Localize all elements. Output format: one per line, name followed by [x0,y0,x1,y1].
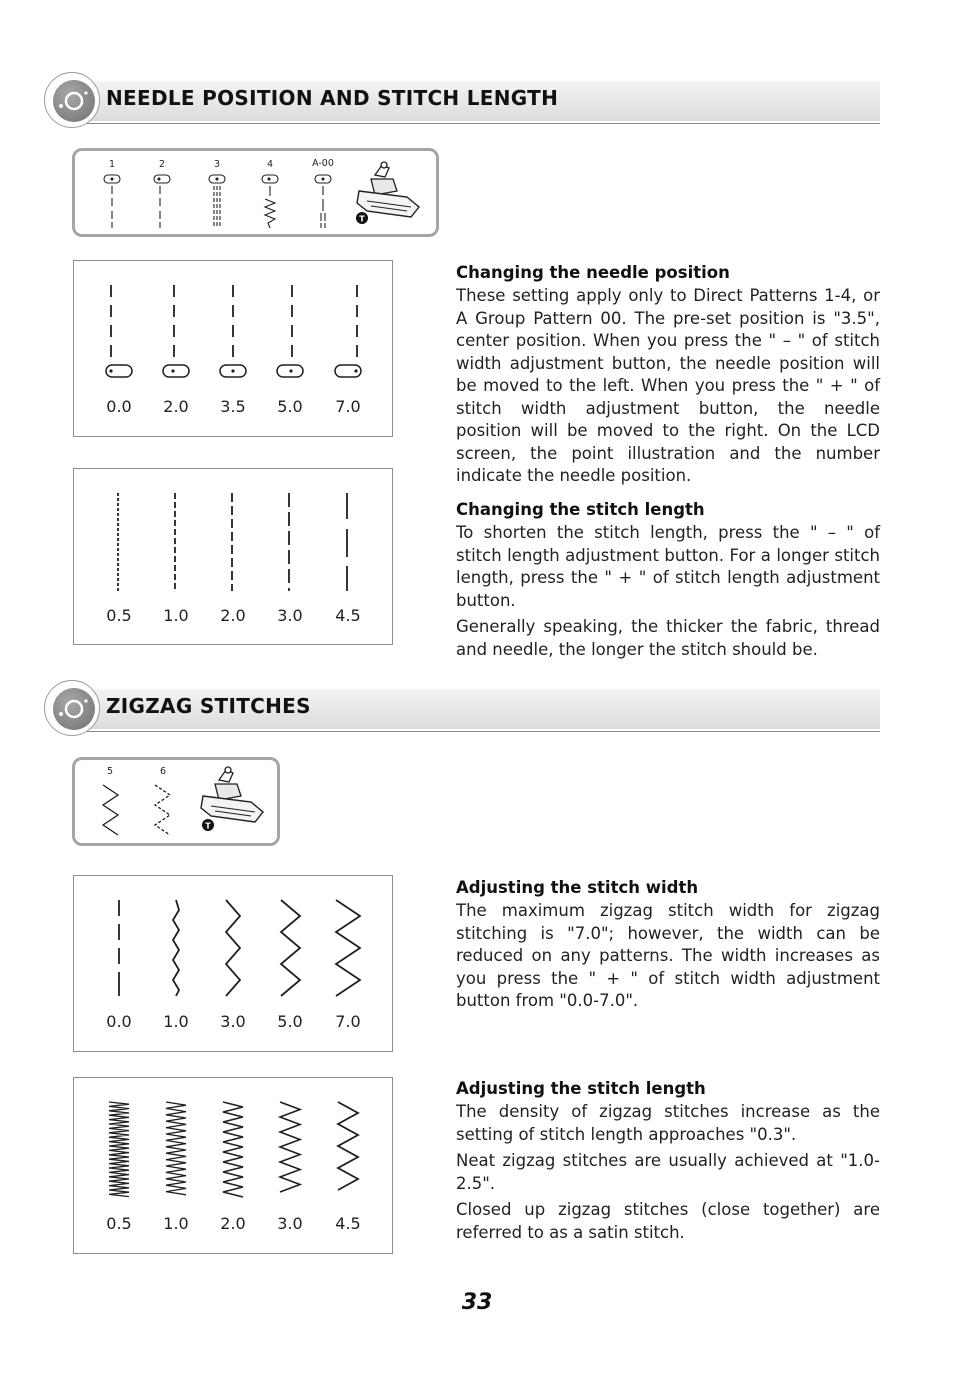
zigzag-length-body-3: Closed up zigzag stitches (close together) are referred to as a satin stitch. [456,1200,880,1242]
stitch-length-value-5: 4.5 [335,606,361,625]
stitch-width-value-3: 3.0 [220,1012,246,1031]
pattern-number-6: 6 [159,766,167,777]
needle-position-text-block [456,261,880,488]
zigzag-length-body-2: Neat zigzag stitches are usually achieved at "1.0-2.5". [456,1151,880,1193]
foot-t-badge: T [205,821,211,831]
zigzag-length-diagram [73,1077,393,1254]
stitch-length-text-block [456,498,880,661]
pattern-number-1: 1 [108,159,116,170]
stitch-width-heading: Adjusting the stitch width [456,878,699,897]
zigzag-sample-5 [338,1102,358,1190]
stitch-width-value-1: 0.0 [106,1012,132,1031]
zigzag-selector-graphic [75,760,277,843]
needle-position-graphic [74,261,391,435]
stitch-width-graphic [74,876,391,1050]
zigzag-length-value-2: 1.0 [163,1214,189,1233]
section-title: NEEDLE POSITION AND STITCH LENGTH [106,86,559,110]
zigzag-sample-2 [166,1102,186,1195]
pattern-number-2: 2 [158,159,166,170]
foot-t-badge: T [359,214,365,224]
zigzag-length-value-3: 2.0 [220,1214,246,1233]
section-rule [64,731,880,732]
pattern-selector-panel [72,148,439,237]
zigzag-length-value-5: 4.5 [335,1214,361,1233]
needle-position-diagram [73,260,393,437]
zigzag-sample-1 [109,1102,129,1197]
needle-position-value-1: 0.0 [106,397,132,416]
needle-dot-icon [53,80,95,122]
stitch-width-value-5: 7.0 [335,1012,361,1031]
stitch-length-body-1: To shorten the stitch length, press the " – " of stitch length adjustment button. For a longer stitch length, press the " + " of stitch length adjustment button. [456,523,880,610]
section-badge [44,680,100,736]
stitch-width-text-block [456,876,880,1013]
stitch-length-heading: Changing the stitch length [456,500,705,519]
pattern-number-5: 5 [106,766,114,777]
stitch-width-diagram [73,875,393,1052]
needle-dot-icon [53,688,95,730]
zigzag-length-text-block [456,1077,880,1244]
section-title: ZIGZAG STITCHES [106,694,311,718]
needle-position-body: These setting apply only to Direct Patterns 1-4, or A Group Pattern 00. The pre-set position is "3.5", center position. When you press the " – " of stitch width adjustment button, the needle position will be moved to the left. When you press the " + " of stitch width adjustment button, the needle position will be moved to the right. On the LCD screen, the point illustration and the number indicate the needle position. [456,286,880,485]
needle-position-value-3: 3.5 [220,397,246,416]
stitch-width-value-4: 5.0 [277,1012,303,1031]
section-header-needle-position [44,72,880,130]
pattern-selector-graphic [75,151,436,234]
stitch-width-body: The maximum zigzag stitch width for zigzag stitching is "7.0"; however, the width can be reduced on any patterns. The width increases as you press the " + " of stitch width adjustment button from "0.0-7.0". [456,901,880,1010]
presser-foot-icon [201,767,263,831]
needle-position-value-5: 7.0 [335,397,361,416]
stitch-width-value-2: 1.0 [163,1012,189,1031]
needle-position-heading: Changing the needle position [456,263,730,282]
zigzag-pattern-selector-panel [72,757,280,846]
stitch-length-value-4: 3.0 [277,606,303,625]
pattern-number-4: 4 [266,159,274,170]
section-header-zigzag [44,680,880,738]
pattern-number-3: 3 [213,159,221,170]
zigzag-sample-4 [280,1102,300,1192]
page-number: 33 [461,1290,493,1315]
zigzag-length-heading: Adjusting the stitch length [456,1079,706,1098]
stitch-length-value-1: 0.5 [106,606,132,625]
presser-foot-icon [356,162,419,224]
stitch-length-graphic [74,469,391,643]
zigzag-length-body-1: The density of zigzag stitches increase as the setting of stitch length approaches "0.3". [456,1102,880,1144]
stitch-length-diagram [73,468,393,645]
stitch-length-body-2: Generally speaking, the thicker the fabric, thread and needle, the longer the stitch should be. [456,617,880,659]
pattern-number-a00: A-00 [312,158,334,169]
section-rule [64,123,880,124]
zigzag-length-graphic [74,1078,391,1252]
zigzag-length-value-1: 0.5 [106,1214,132,1233]
stitch-length-value-2: 1.0 [163,606,189,625]
stitch-length-value-3: 2.0 [220,606,246,625]
zigzag-sample-3 [223,1102,243,1197]
section-badge [44,72,100,128]
zigzag-length-value-4: 3.0 [277,1214,303,1233]
needle-position-value-4: 5.0 [277,397,303,416]
needle-position-value-2: 2.0 [163,397,189,416]
